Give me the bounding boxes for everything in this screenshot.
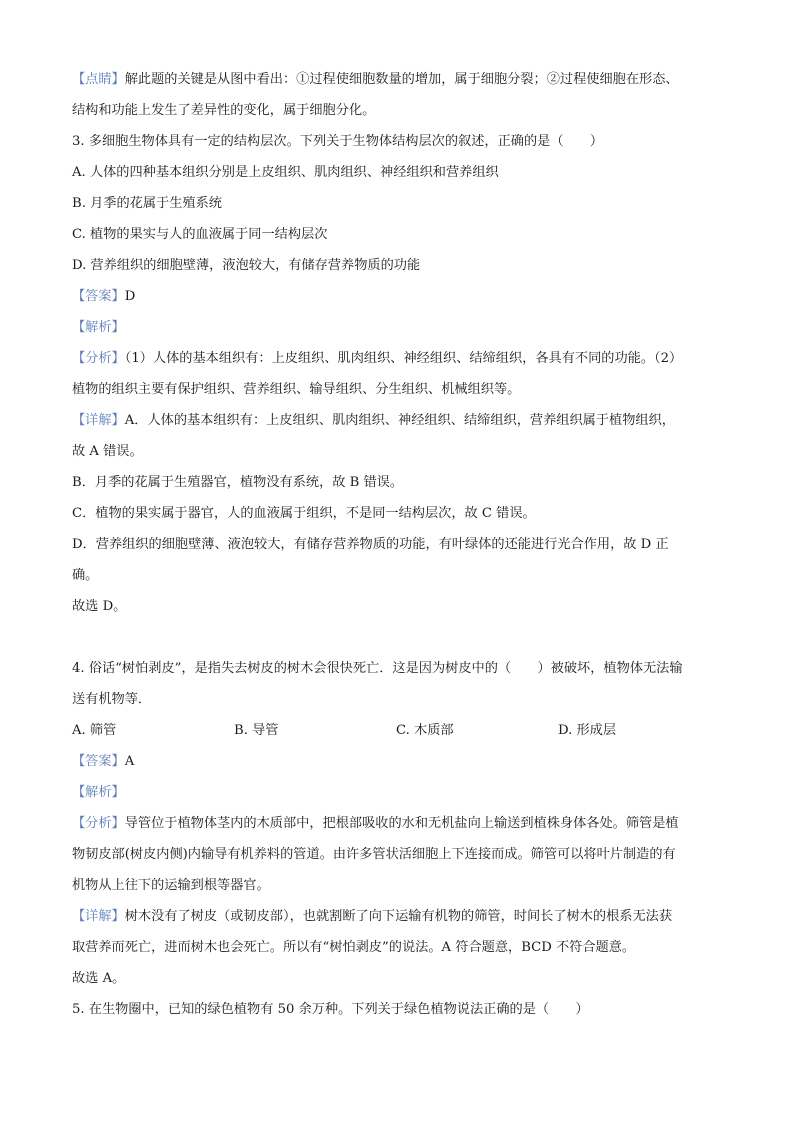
q3-stem: 3. 多细胞生物体具有一定的结构层次。下列关于生物体结构层次的叙述，正确的是（ ） — [72, 134, 604, 149]
q4-option-a: A. 筛管 — [72, 723, 117, 738]
jiexi-label: 【解析】 — [72, 320, 125, 335]
q3-xiangjie-line-6: 确。 — [72, 568, 99, 583]
document-page — [72, 64, 732, 1025]
q4-fenxi-line-3: 机物从上往下的运输到根等器官。 — [72, 878, 270, 893]
q3-fenxi-line-1 — [72, 343, 732, 374]
q3-fenxi-line-2: 植物的组织主要有保护组织、营养组织、输导组织、分生组织、机械组织等。 — [72, 382, 521, 397]
answer-value: A — [124, 754, 135, 769]
xiangjie-label: 【详解】 — [72, 413, 125, 428]
q2-dianjing-line-1 — [72, 64, 732, 95]
xiangjie-label: 【详解】 — [72, 909, 125, 924]
dianjing-text-1: 解此题的关键是从图中看出：①过程使细胞数量的增加，属于细胞分裂；②过程使细胞在形态、 — [124, 72, 679, 87]
q4-option-c: C. 木质部 — [396, 723, 454, 738]
q3-option-b: B. 月季的花属于生殖系统 — [72, 196, 222, 211]
q4-fenxi-line-2: 物韧皮部(树皮内侧)内输导有机养料的管道。由许多管状活细胞上下连接而成。筛管可以将叶片制造的有 — [72, 847, 676, 862]
q3-conclusion: 故选 D。 — [72, 599, 127, 614]
q3-jiexi-label — [72, 312, 732, 343]
q3-option-a: A. 人体的四种基本组织分别是上皮组织、肌肉组织、神经组织和营养组织 — [72, 165, 499, 180]
q3-answer — [72, 281, 732, 312]
q4-conclusion: 故选 A。 — [72, 971, 126, 986]
q4-option-d: D. 形成层 — [558, 723, 617, 738]
q4-stem-line-1: 4. 俗话“树怕剥皮”，是指失去树皮的树木会很快死亡．这是因为树皮中的（ ）被破坏，植物体无法输 — [72, 661, 683, 676]
xiangjie-text-1: 树木没有了树皮（或韧皮部），也就割断了向下运输有机物的筛管，时间长了树木的根系无法获 — [124, 909, 673, 924]
q4-xiangjie-line-1 — [72, 901, 732, 932]
answer-value: D — [124, 289, 136, 304]
q2-dianjing-line-2: 结构和功能上发生了差异性的变化，属于细胞分化。 — [72, 103, 376, 118]
q4-options — [72, 715, 732, 746]
answer-label: 【答案】 — [72, 754, 125, 769]
q4-option-b: B. 导管 — [234, 723, 279, 738]
fenxi-label: 【分析】 — [72, 816, 125, 831]
q4-xiangjie-line-2: 取营养而死亡，进而树木也会死亡。所以有“树怕剥皮”的说法。A 符合题意，BCD 不符合题意。 — [72, 940, 636, 955]
fenxi-label: 【分析】 — [72, 351, 125, 366]
spacer — [72, 622, 732, 653]
q3-xiangjie-line-2: 故 A 错误。 — [72, 444, 143, 459]
q4-fenxi-line-1 — [72, 808, 732, 839]
q5-stem: 5. 在生物圈中，已知的绿色植物有 50 余万种。下列关于绿色植物说法正确的是（ ） — [72, 1002, 589, 1017]
q3-xiangjie-line-1 — [72, 405, 732, 436]
q3-option-d: D. 营养组织的细胞壁薄，液泡较大，有储存营养物质的功能 — [72, 258, 421, 273]
fenxi-text-1: 导管位于植物体茎内的木质部中，把根部吸收的水和无机盐向上输送到植株身体各处。筛管是植 — [124, 816, 679, 831]
dianjing-label: 【点睛】 — [72, 72, 125, 87]
answer-label: 【答案】 — [72, 289, 125, 304]
q3-xiangjie-line-5: D．营养组织的细胞壁薄、液泡较大，有储存营养物质的功能，有叶绿体的还能进行光合作用，故 D 正 — [72, 537, 669, 552]
fenxi-text-1: （1）人体的基本组织有：上皮组织、肌肉组织、神经组织、结缔组织，各具有不同的功能。（2） — [124, 351, 683, 366]
q4-jiexi-label — [72, 777, 732, 808]
q3-option-c: C. 植物的果实与人的血液属于同一结构层次 — [72, 227, 328, 242]
q4-answer — [72, 746, 732, 777]
q4-stem-line-2: 送有机物等． — [72, 692, 152, 707]
q3-xiangjie-line-4: C．植物的果实属于器官，人的血液属于组织，不是同一结构层次，故 C 错误。 — [72, 506, 536, 521]
jiexi-label: 【解析】 — [72, 785, 125, 800]
q3-xiangjie-line-3: B．月季的花属于生殖器官，植物没有系统，故 B 错误。 — [72, 475, 404, 490]
xiangjie-text-1: A．人体的基本组织有：上皮组织、肌肉组织、神经组织、结缔组织，营养组织属于植物组织， — [124, 413, 675, 428]
